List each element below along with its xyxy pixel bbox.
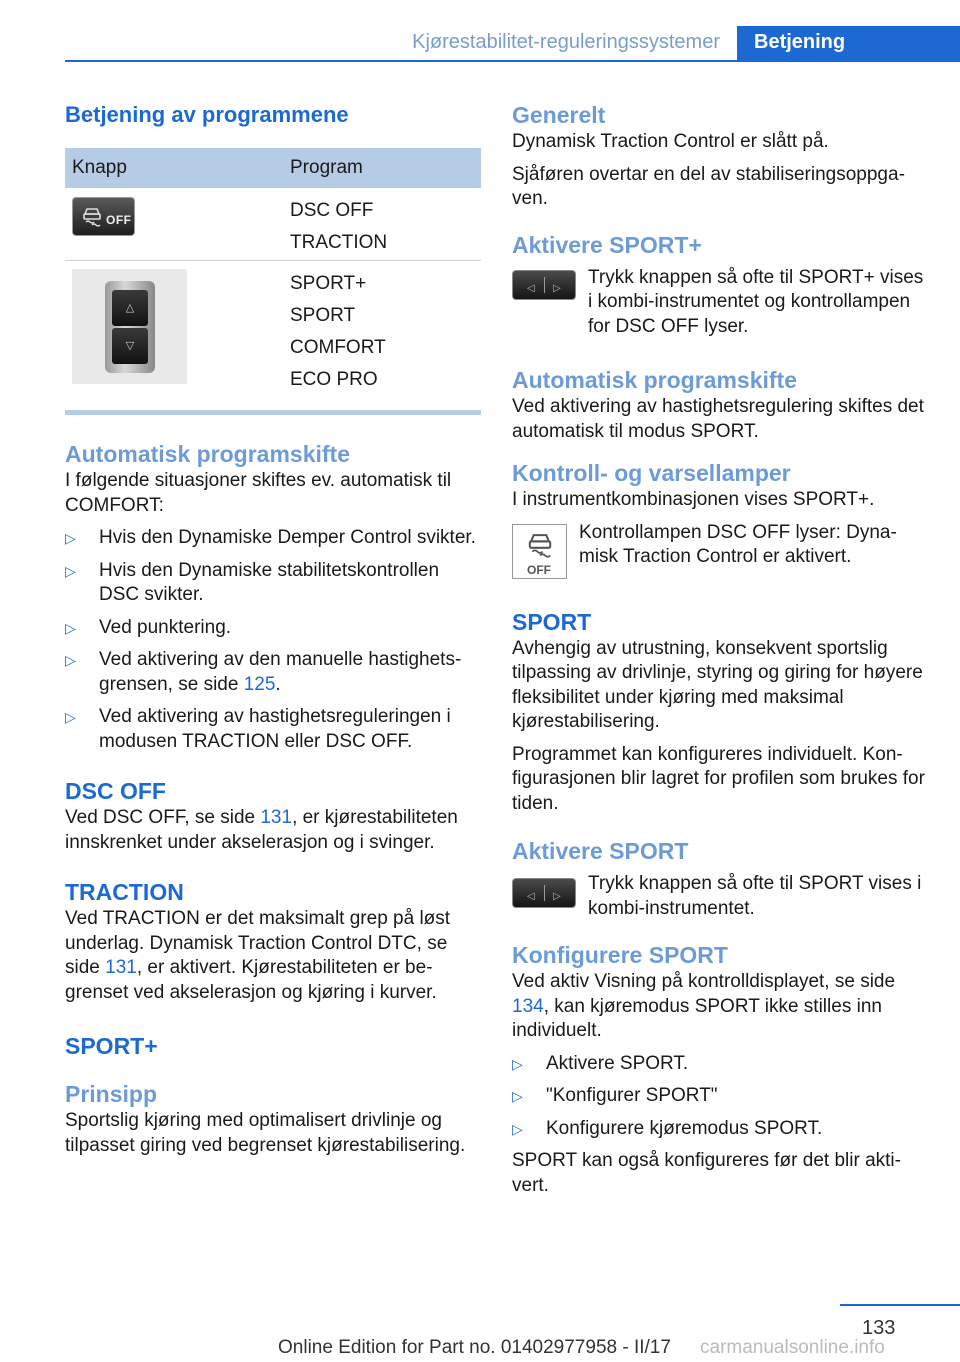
- triangle-bullet-icon: ▷: [65, 619, 76, 636]
- list-item: ▷ Hvis den Dynamiske Demper Control svikter.: [65, 526, 481, 551]
- general-heading: Generelt: [512, 102, 606, 128]
- header-rule: [65, 60, 960, 62]
- configure-sport-list: [512, 1052, 928, 1142]
- list-item: ▷ "Konfigurer SPORT": [512, 1084, 928, 1109]
- triangle-bullet-icon: ▷: [65, 562, 76, 579]
- edition-footer: Online Edition for Part no. 01402977958 - II/17: [278, 1337, 671, 1358]
- drive-mode-switch-image: [72, 269, 187, 384]
- page-title: Betjening av programmene: [65, 102, 349, 127]
- program-dsc-off: DSC OFF: [290, 200, 374, 221]
- activate-sport-plus-heading: Aktivere SPORT+: [512, 231, 702, 258]
- traction-heading: TRACTION: [65, 879, 184, 905]
- running-header-section: Kjørestabilitet-reguleringssystemer: [412, 31, 720, 53]
- traction-text: Ved TRACTION er det maksimalt grep på løst underlag. Dynamisk Traction Control DTC, se side 131, er aktivert. Kjørestabiliteten er begrenset ved akselerasjon og kjøring i kurver.: [65, 908, 451, 1003]
- triangle-bullet-icon: ▷: [65, 530, 76, 546]
- table-bottom-rule: [65, 410, 481, 415]
- list-item: ▷ Ved punktering.: [65, 616, 481, 641]
- table-header-knapp: Knapp: [65, 148, 283, 188]
- program-traction: TRACTION: [290, 232, 388, 253]
- page-link-131[interactable]: 131: [260, 807, 293, 828]
- lamps-heading: Kontroll- og varsellamper: [512, 460, 791, 486]
- dsc-off-indicator-icon: [512, 524, 567, 579]
- general-text-1: Dynamisk Traction Control er slått på.: [512, 131, 829, 152]
- general-text-2: Sjåføren overtar en del av stabiliseringsoppgaven.: [512, 163, 905, 209]
- right-column: [512, 100, 928, 1198]
- triangle-bullet-icon: ▷: [65, 709, 76, 725]
- dsc-off-text: Ved DSC OFF, se side 131, er kjørestabiliteten innskrenket under akselerasjon og i svinger.: [65, 807, 458, 853]
- left-column: [65, 100, 481, 1158]
- auto-switch-intro: I følgende situasjoner skiftes ev. automatisk til COMFORT:: [65, 470, 452, 516]
- sport-text-2: Programmet kan konfigureres individuelt. Konfigurasjonen blir lagret for profilen som brukes for tiden.: [512, 743, 925, 814]
- drive-switch-icon: ◁ ▷: [512, 878, 576, 908]
- activate-sport-text: Trykk knappen så ofte til SPORT vises i kombi-instrumentet.: [588, 873, 922, 919]
- list-item: ▷ Konfigurere kjøremodus SPORT.: [512, 1117, 928, 1142]
- triangle-bullet-icon: ▷: [512, 1055, 523, 1072]
- configure-sport-text: Ved aktiv Visning på kontrolldisplayet, se side 134, kan kjøremodus SPORT ikke stilles inn individuelt.: [512, 971, 896, 1041]
- list-item: ▷ Hvis den Dynamiske stabilitetskontrollen DSC svikter.: [65, 559, 440, 605]
- page-link-125[interactable]: 125: [243, 673, 276, 695]
- triangle-bullet-icon: ▷: [65, 652, 76, 668]
- car-skid-icon: [526, 530, 554, 558]
- footer-rule: [840, 1304, 960, 1306]
- page-link-134[interactable]: 134: [512, 995, 544, 1017]
- drive-switch-icon: ◁ ▷: [512, 270, 576, 300]
- sport-plus-heading: SPORT+: [65, 1033, 158, 1059]
- principle-heading: Prinsipp: [65, 1081, 158, 1107]
- triangle-bullet-icon: ▷: [512, 1120, 523, 1137]
- activate-sport-heading: Aktivere SPORT: [512, 838, 689, 864]
- lamps-block: [512, 521, 928, 589]
- program-comfort: COMFORT: [290, 336, 386, 358]
- running-header-tab: Betjening: [737, 26, 960, 62]
- auto-switch-right-heading: Automatisk programskifte: [512, 367, 798, 393]
- activate-sport-plus-text: Trykk knappen så ofte til SPORT+ vises i kombi-instrumentet og kontrollampen for DSC OFF lyser.: [588, 266, 924, 337]
- configure-sport-heading: Konfigurere SPORT: [512, 942, 728, 968]
- page-link-131[interactable]: 131: [105, 957, 137, 978]
- rocker-switch-icon: [105, 281, 155, 373]
- table-header-program: Program: [283, 148, 481, 188]
- triangle-bullet-icon: ▷: [512, 1088, 523, 1104]
- table-row: [65, 260, 481, 402]
- off-label: OFF: [106, 213, 132, 227]
- activate-sport-block: [512, 872, 928, 932]
- configure-sport-outro: SPORT kan også konfigureres før det blir aktivert.: [512, 1150, 901, 1196]
- program-table: [65, 148, 481, 402]
- lamps-intro: I instrumentkombinasjonen vises SPORT+.: [512, 489, 875, 510]
- auto-switch-right-text: Ved aktivering av hastighetsregulering skiftes det automatisk til modus SPORT.: [512, 396, 924, 442]
- auto-switch-heading: Automatisk programskifte: [65, 441, 351, 467]
- watermark: carmanualsonline.info: [700, 1337, 885, 1358]
- program-sport: SPORT: [290, 304, 356, 326]
- auto-switch-list: [65, 526, 481, 754]
- list-item: ▷ Aktivere SPORT.: [512, 1052, 928, 1077]
- program-sport-plus: SPORT+: [290, 272, 367, 294]
- arrow-up-icon: △: [112, 290, 148, 326]
- list-item: ▷ Ved aktivering av den manuelle hastighetsgrensen, se side 125.: [65, 649, 462, 695]
- activate-sport-plus-block: [512, 266, 928, 340]
- table-row: [65, 188, 481, 260]
- car-skid-icon: [81, 205, 103, 227]
- program-eco-pro: ECO PRO: [290, 368, 378, 390]
- principle-text: Sportslig kjøring med optimalisert drivlinje og tilpasset giring ved begrenset kjørestabilisering.: [65, 1110, 466, 1156]
- dsc-off-heading: DSC OFF: [65, 778, 166, 804]
- lamps-text: Kontrollampen DSC OFF lyser: Dynamisk Traction Control er aktivert.: [579, 521, 897, 567]
- list-item: ▷ Ved aktivering av hastighetsreguleringen i modusen TRACTION eller DSC OFF.: [65, 706, 451, 752]
- sport-text-1: Avhengig av utrustning, konsekvent sportslig tilpassing av drivlinje, styring og giring for høyere fleksibilitet under kjøring med maksimal kjørestabilisering.: [512, 637, 923, 732]
- arrow-down-icon: ▽: [112, 328, 148, 364]
- sport-heading: SPORT: [512, 608, 592, 635]
- dsc-off-button-icon: [72, 197, 135, 236]
- off-label: OFF: [527, 562, 551, 577]
- page-number: 133: [862, 1317, 896, 1339]
